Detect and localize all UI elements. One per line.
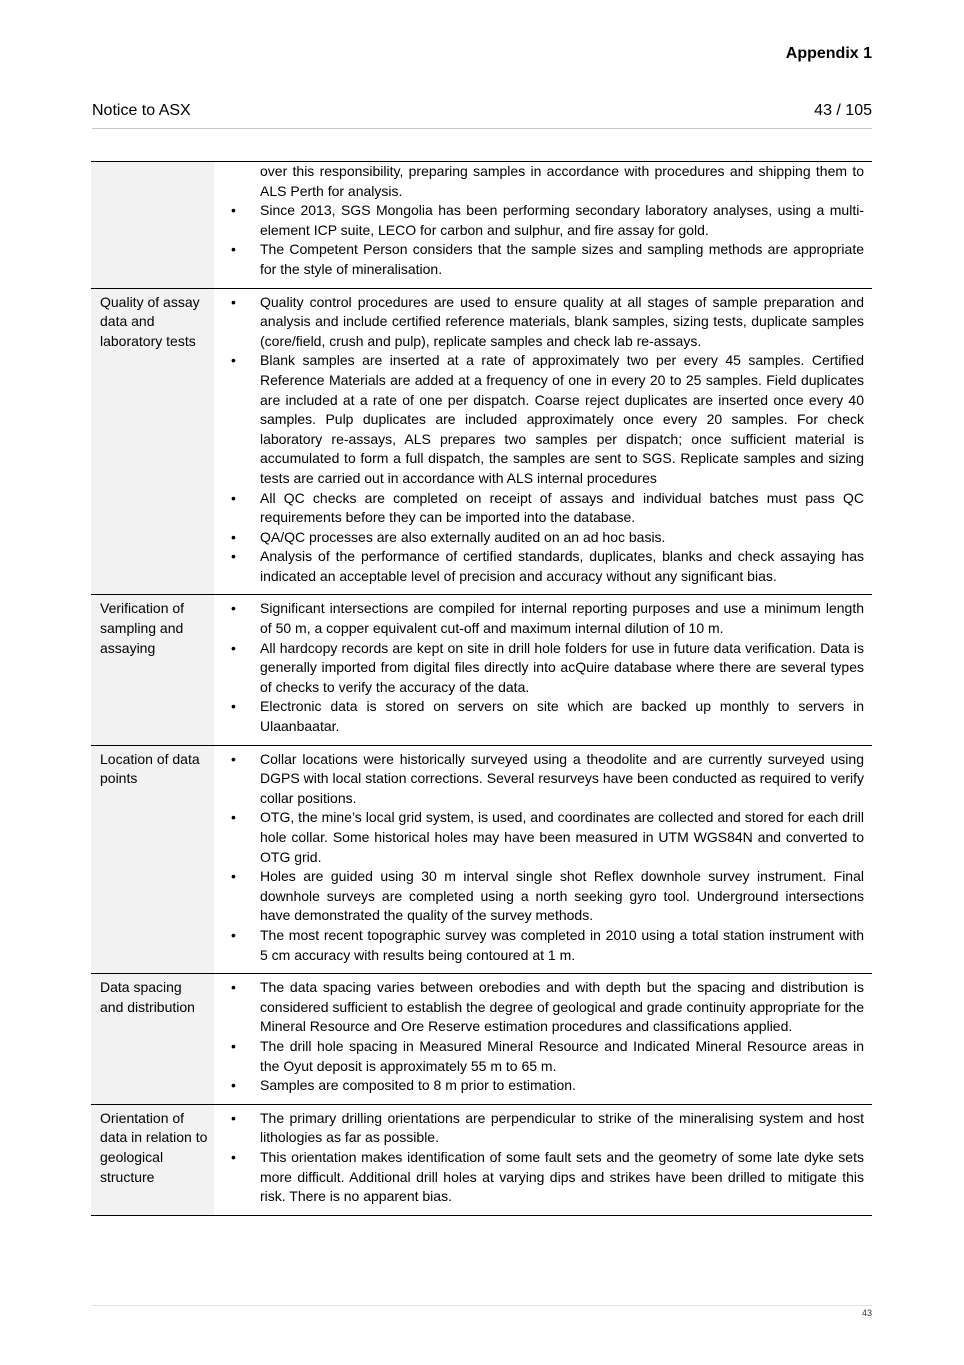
list-item: • All QC checks are completed on receipt of assays and individual batches must pass QC requirements before they can be imported into the database. [214, 489, 864, 528]
list-item: • The primary drilling orientations are perpendicular to strike of the mineralising system and host lithologies as far as possible. [214, 1109, 864, 1148]
jorc-table [91, 161, 872, 1216]
row-label: Quality of assay data and laboratory tests [91, 288, 214, 595]
table-row [91, 595, 872, 745]
list-item: • The data spacing varies between orebodies and with depth but the spacing and distribution is considered sufficient to establish the degree of geological and grade continuity appropriate for the Mineral Resource and Ore Reserve estimation procedures and classifications applied. [214, 978, 864, 1037]
list-item: • QA/QC processes are also externally audited on an ad hoc basis. [214, 528, 864, 548]
row-content [214, 745, 872, 974]
notice-title: Notice to ASX [92, 102, 191, 119]
row-content [214, 1104, 872, 1215]
appendix-label: Appendix 1 [785, 45, 872, 62]
list-item: • The most recent topographic survey was completed in 2010 using a total station instrument with 5 cm accuracy with results being contoured at 1 m. [214, 926, 864, 965]
footer-divider [92, 1305, 872, 1306]
header-divider [92, 128, 872, 129]
list-item: • Holes are guided using 30 m interval single shot Reflex downhole survey instrument. Final downhole surveys are completed using a north seeking gyro tool. Underground intersections have demonstrated the quality of the survey methods. [214, 867, 864, 926]
list-item: • Quality control procedures are used to ensure quality at all stages of sample preparation and analysis and include certified reference materials, blank samples, sizing tests, duplicate samples (core/field, crush and pulp), replicate samples and check lab re-assays. [214, 293, 864, 352]
list-item: over this responsibility, preparing samples in accordance with procedures and shipping them to ALS Perth for analysis. [260, 163, 864, 199]
row-label: Data spacing and distribution [91, 974, 214, 1105]
row-label [91, 162, 214, 289]
list-item: • The drill hole spacing in Measured Mineral Resource and Indicated Mineral Resource areas in the Oyut deposit is approximately 55 m to 65 m. [214, 1037, 864, 1076]
list-item: • All hardcopy records are kept on site in drill hole folders for use in future data verification. Data is generally imported from digital files directly into acQuire database where there are several types of checks to verify the accuracy of the data. [214, 639, 864, 698]
row-content [214, 288, 872, 595]
list-item: • Analysis of the performance of certified standards, duplicates, blanks and check assaying has indicated an acceptable level of precision and accuracy without any significant bias. [214, 547, 864, 586]
row-label: Verification of sampling and assaying [91, 595, 214, 745]
row-content [214, 162, 872, 289]
page-counter: 43 / 105 [814, 102, 872, 119]
list-item: • Since 2013, SGS Mongolia has been performing secondary laboratory analyses, using a multi-element ICP suite, LECO for carbon and sulphur, and fire assay for gold. [214, 201, 864, 240]
list-item: • Significant intersections are compiled for internal reporting purposes and use a minimum length of 50 m, a copper equivalent cut-off and maximum internal dilution of 10 m. [214, 599, 864, 638]
row-label: Orientation of data in relation to geological structure [91, 1104, 214, 1215]
list-item: • The Competent Person considers that the sample sizes and sampling methods are appropriate for the style of mineralisation. [214, 240, 864, 279]
table-row [91, 745, 872, 974]
list-item: • Electronic data is stored on servers on site which are backed up monthly to servers in Ulaanbaatar. [214, 697, 864, 736]
row-content [214, 595, 872, 745]
list-item: • OTG, the mine’s local grid system, is used, and coordinates are collected and stored for each drill hole collar. Some historical holes may have been measured in UTM WGS84N and converted to OTG grid. [214, 808, 864, 867]
row-label: Location of data points [91, 745, 214, 974]
list-item: • This orientation makes identification of some fault sets and the geometry of some late dyke sets more difficult. Additional drill holes at varying dips and strikes have been drilled to mitigate this risk. There is no apparent bias. [214, 1148, 864, 1207]
list-item: • Collar locations were historically surveyed using a theodolite and are currently surveyed using DGPS with local station corrections. Several resurveys have been conducted as required to verify collar positions. [214, 750, 864, 809]
footer-page-number: 43 [861, 1308, 872, 1318]
table-row [91, 1104, 872, 1215]
list-item: • Blank samples are inserted at a rate of approximately two per every 45 samples. Certified Reference Materials are added at a frequency of one in every 20 to 25 samples. Field duplicates are included at a rate of one per dispatch. Coarse reject duplicates are inserted once every 40 samples. Pulp duplicates are included approximately once every 20 samples. For check laboratory re-assays, ALS prepares two samples per dispatch; once sufficient material is accumulated to form a full dispatch, the samples are sent to SGS. Replicate samples and sizing tests are carried out in accordance with ALS internal procedures [214, 351, 864, 488]
table-row [91, 162, 872, 289]
table-row [91, 288, 872, 595]
table-row [91, 974, 872, 1105]
row-content [214, 974, 872, 1105]
list-item: • Samples are composited to 8 m prior to estimation. [214, 1076, 864, 1096]
